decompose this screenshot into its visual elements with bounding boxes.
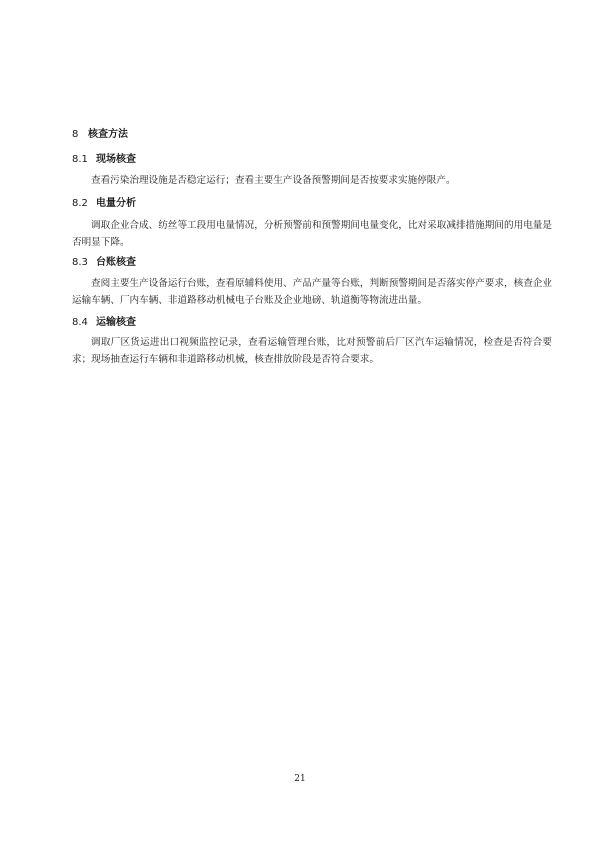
subsection-number: 8.4 [72,317,88,328]
subsection-paragraph-8-3: 查阅主要生产设备运行台账，查看原辅料使用、产品产量等台账，判断预警期间是否落实停产要求，核查企业运输车辆、厂内车辆、非道路移动机械电子台账及企业地磅、轨道衡等物流进出量。 [72,278,552,306]
subsection-number: 8.2 [72,198,88,209]
subsection-paragraph-8-4: 调取厂区货运进出口视频监控记录，查看运输管理台账，比对预警前后厂区汽车运输情况，检查是否符合要求；现场抽查运行车辆和非道路移动机械，核查排放阶段是否符合要求。 [72,337,552,365]
subsection-title: 电量分析 [96,198,136,209]
subsection-heading-8-4 [72,316,136,330]
subsection-heading-8-3 [72,256,136,270]
subsection-paragraph-8-1: 查看污染治理设施是否稳定运行；查看主要生产设备预警期间是否按要求实施停限产。 [91,175,456,186]
subsection-title: 运输核查 [96,317,136,328]
subsection-number: 8.1 [72,154,88,165]
page-number: 21 [294,774,306,784]
subsection-heading-8-1 [72,153,136,167]
subsection-heading-8-2 [72,197,136,211]
section-heading [72,128,128,142]
subsection-paragraph-8-2: 调取企业合成、纺丝等工段用电量情况，分析预警前和预警期间电量变化，比对采取减排措施期间的用电量是否明显下降。 [72,220,552,248]
subsection-title: 台账核查 [96,257,136,268]
section-title: 核查方法 [88,129,128,140]
subsection-title: 现场核查 [96,154,136,165]
subsection-number: 8.3 [72,257,88,268]
section-number: 8 [72,129,79,140]
